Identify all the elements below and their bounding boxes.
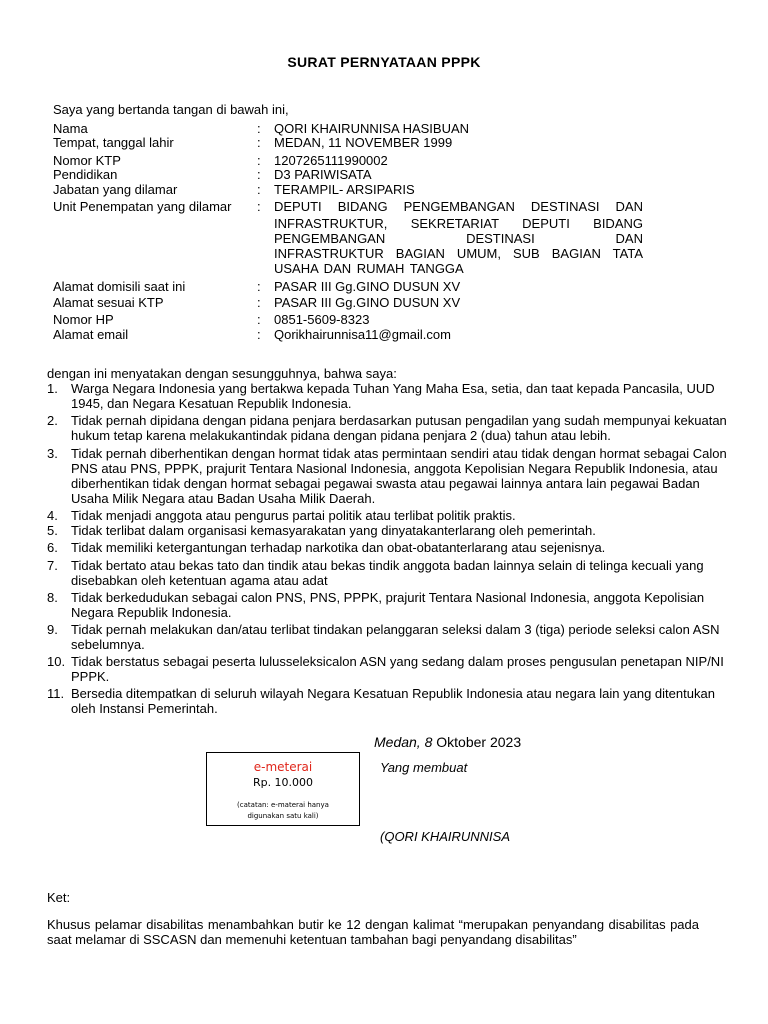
field-colon: : bbox=[257, 199, 261, 214]
statement-text: Tidak pernah dipidana dengan pidana penjara berdasarkan putusan pengadilan yang sudah mempunyai kekuatan hukum tetap karena melakukantindak pidana dengan pidana penjara 2 (dua) tahun atau lebih. bbox=[71, 413, 727, 443]
statement-number: 4. bbox=[47, 508, 58, 523]
field-value-unit-line: USAHA DAN RUMAH TANGGA bbox=[274, 261, 464, 276]
field-label-hp: Nomor HP bbox=[53, 312, 114, 327]
field-value-alamat-ktp: PASAR III Gg.GINO DUSUN XV bbox=[274, 295, 461, 310]
e-meterai-note: (catatan: e-materai hanya bbox=[237, 801, 329, 809]
statement-text: Tidak berkedudukan sebagai calon PNS, PNS, PPPK, prajurit Tentara Nasional Indonesia, anggota Kepolisian Negara Republik Indonesia. bbox=[71, 590, 705, 620]
statement-text: Tidak pernah diberhentikan dengan hormat tidak atas permintaan sendiri atau tidak dengan hormat sebagai Calon PNS atau PNS, PPPK, prajurit Tentara Nasional Indonesia, anggota Kepolisian Negara Republik Indonesia, atau diberhentikan tidak dengan hormat sebagai pegawai swasta atau pegawai lainnya antara lain pegawai Badan Usaha Milik Negara atau Badan Usaha Milik Daerah. bbox=[71, 446, 727, 506]
statement-text: Tidak bertato atau bekas tato dan tindik atau bekas tindik anggota badan lainnya selain di telinga kecuali yang disebabkan oleh ketentuan agama atau adat bbox=[71, 558, 704, 588]
field-colon: : bbox=[257, 153, 261, 168]
statement-number: 5. bbox=[47, 523, 58, 538]
statement-text: Tidak terlibat dalam organisasi kemasyarakatan yang dinyatakanterlarang oleh pemerintah. bbox=[71, 523, 596, 538]
field-value-nama: QORI KHAIRUNNISA HASIBUAN bbox=[274, 121, 470, 136]
signature-day: 8 bbox=[424, 734, 433, 750]
field-colon: : bbox=[257, 279, 261, 294]
statement-number: 9. bbox=[47, 622, 58, 637]
field-label-jabatan: Jabatan yang dilamar bbox=[53, 182, 178, 197]
field-value-email: Qorikhairunnisa11@gmail.com bbox=[274, 327, 451, 342]
field-label-ttl: Tempat, tanggal lahir bbox=[53, 135, 174, 150]
field-colon: : bbox=[257, 121, 261, 136]
statement-number: 10. bbox=[47, 654, 66, 669]
field-value-domisili: PASAR III Gg.GINO DUSUN XV bbox=[274, 279, 461, 294]
e-meterai-stamp bbox=[206, 752, 360, 826]
field-value-ttl: MEDAN, 11 NOVEMBER 1999 bbox=[274, 135, 453, 150]
statement-text: Tidak pernah melakukan dan/atau terlibat tindakan pelanggaran seleksi dalam 3 (tiga) periode seleksi calon ASN sebelumnya. bbox=[71, 622, 720, 652]
declaration-intro: dengan ini menyatakan dengan sesungguhnya, bahwa saya: bbox=[47, 366, 397, 381]
signature-maker: Yang membuat bbox=[380, 760, 468, 775]
field-colon: : bbox=[257, 327, 261, 342]
field-label-domisili: Alamat domisili saat ini bbox=[53, 279, 186, 294]
field-value-pendidikan: D3 PARIWISATA bbox=[274, 167, 372, 182]
field-value-unit-line: DEPUTI BIDANG PENGEMBANGAN DESTINASI DAN bbox=[274, 199, 643, 214]
field-label-alamat-ktp: Alamat sesuai KTP bbox=[53, 295, 164, 310]
disability-note: Khusus pelamar disabilitas menambahkan butir ke 12 dengan kalimat “merupakan penyandang disabilitas pada saat melamar di SSCASN dan memenuhi ketentuan tambahan bagi penyandang disabilitas” bbox=[47, 917, 699, 947]
statement-number: 1. bbox=[47, 381, 58, 396]
field-colon: : bbox=[257, 135, 261, 150]
field-label-ktp: Nomor KTP bbox=[53, 153, 121, 168]
field-label-email: Alamat email bbox=[53, 327, 129, 342]
statement-number: 11. bbox=[47, 686, 65, 701]
statement-text: Tidak menjadi anggota atau pengurus partai politik atau terlibat politik praktis. bbox=[71, 508, 516, 523]
field-colon: : bbox=[257, 182, 261, 197]
statement-number: 6. bbox=[47, 540, 58, 555]
statement-number: 7. bbox=[47, 558, 58, 573]
statement-number: 3. bbox=[47, 446, 58, 461]
field-colon: : bbox=[257, 312, 261, 327]
field-value-ktp: 1207265111990002 bbox=[274, 153, 388, 168]
statement-text: Bersedia ditempatkan di seluruh wilayah Negara Kesatuan Republik Indonesia atau negara lain yang ditentukan oleh Instansi Pemerintah. bbox=[71, 686, 715, 716]
document-title: SURAT PERNYATAAN PPPK bbox=[287, 54, 481, 70]
field-value-unit-line: INFRASTRUKTUR BAGIAN UMUM, SUB BAGIAN TATA bbox=[274, 246, 643, 261]
signature-month-year: Oktober 2023 bbox=[436, 734, 522, 750]
field-label-unit: Unit Penempatan yang dilamar bbox=[53, 199, 232, 214]
intro-text: Saya yang bertanda tangan di bawah ini, bbox=[53, 102, 289, 117]
e-meterai-label: e-meterai bbox=[253, 760, 313, 774]
signature-name: (QORI KHAIRUNNISA bbox=[380, 829, 511, 844]
ket-label: Ket: bbox=[47, 890, 71, 905]
e-meterai-note: digunakan satu kali) bbox=[247, 812, 319, 820]
statement-number: 8. bbox=[47, 590, 58, 605]
field-label-pendidikan: Pendidikan bbox=[53, 167, 118, 182]
field-value-unit-line: INFRASTRUKTUR, SEKRETARIAT DEPUTI BIDANG bbox=[274, 216, 643, 231]
field-value-hp: 0851-5609-8323 bbox=[274, 312, 370, 327]
field-colon: : bbox=[257, 167, 261, 182]
e-meterai-amount: Rp. 10.000 bbox=[252, 776, 314, 789]
field-value-jabatan: TERAMPIL- ARSIPARIS bbox=[274, 182, 415, 197]
statement-number: 2. bbox=[47, 413, 58, 428]
field-colon: : bbox=[257, 295, 261, 310]
signature-place: Medan, bbox=[374, 734, 421, 750]
field-label-nama: Nama bbox=[53, 121, 88, 136]
signature-place-date bbox=[374, 734, 521, 750]
statement-text: Warga Negara Indonesia yang bertakwa kepada Tuhan Yang Maha Esa, setia, dan taat kepada Pancasila, UUD 1945, dan Negara Kesatuan Republik Indonesia. bbox=[71, 381, 715, 411]
statement-text: Tidak berstatus sebagai peserta lulusseleksicalon ASN yang sedang dalam proses pengusulan penetapan NIP/NI PPPK. bbox=[71, 654, 724, 684]
field-value-unit-line: PENGEMBANGAN DESTINASI DAN bbox=[274, 231, 643, 246]
statement-text: Tidak memiliki ketergantungan terhadap narkotika dan obat-obatanterlarang atau sejenisnya. bbox=[71, 540, 606, 555]
